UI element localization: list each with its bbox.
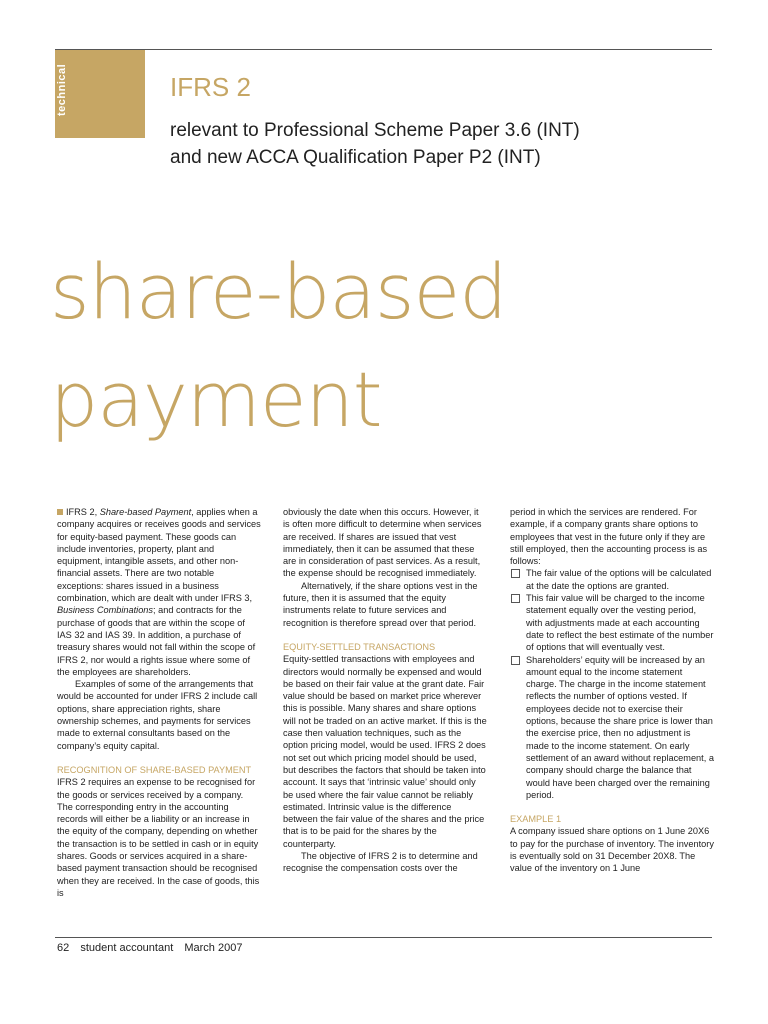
page-number: 62: [57, 942, 70, 954]
relevance-line-1: relevant to Professional Scheme Paper 3.6 (INT): [170, 120, 580, 141]
paragraph: IFRS 2 requires an expense to be recognised for the goods or services received by a company. The corresponding entry in the accounting records will either be a liability or an increase in the equity of the company, depending on whether the transaction is to be settled in cash or in equity shares. Goods or services acquired in a share-based payment transaction should be recognised when they are received. In the case of goods, this is: [57, 777, 260, 898]
body-column-1: [57, 506, 261, 899]
section-heading: RECOGNITION OF SHARE-BASED PAYMENT: [57, 764, 252, 775]
relevance-note: [170, 117, 690, 171]
paragraph: Alternatively, if the share options vest in the future, then it is assumed that the equity instruments relate to future services and recognition is therefore spread over that period.: [283, 580, 478, 628]
paragraph: obviously the date when this occurs. However, it is often more difficult to determine when services are received. If shares are issued that vest immediately, then it can be assumed that these are in consideration of past services. As a result, the expense should be recognised immediately.: [283, 507, 482, 579]
article-title-line-1: share-based: [50, 247, 507, 336]
paragraph: The objective of IFRS 2 is to determine and recognise the compensation costs over the: [283, 851, 478, 874]
article-kicker: IFRS 2: [170, 72, 251, 102]
body-column-2: [283, 506, 487, 875]
paragraph: Examples of some of the arrangements that would be accounted for under IFRS 2 include call options, share appreciation rights, share ownership schemes, and payments for services made to external consultants based on the company’s equity capital.: [57, 679, 258, 751]
article-title-line-2: payment: [50, 355, 382, 444]
relevance-line-2: and new ACCA Qualification Paper P2 (INT): [170, 147, 541, 168]
article-title: [50, 238, 507, 454]
paragraph: Equity-settled transactions with employees and directors would normally be expensed and would be based on their fair value at the grant date. Fair value should be based on market price wherever this is possible. Many shares and share options will not be traded on an active market. If this is the case then valuation techniques, such as the option pricing model, would be used. IFRS 2 does not set out which pricing model should be used, but describes the factors that should be taken into account. It says that ‘intrinsic value’ should only be used where the fair value cannot be reliably estimated. Intrinsic value is the difference between the fair value of the shares and the price that is to be paid for the shares by the counterparty.: [283, 654, 487, 849]
section-tab-label: technical: [56, 63, 68, 116]
publication-name: student accountant: [80, 942, 174, 954]
intro-paragraph: IFRS 2, Share-based Payment, applies when a company acquires or receives goods and services for equity-based payment. These goods can include inventories, property, plant and equipment, intangible assets, and other non-financial assets. There are two notable exceptions: shares issued in a business combination, which are dealt with under IFRS 3, Business Combinations; and contracts for the purchase of goods that are within the scope of IAS 32 and IAS 39. In addition, a purchase of treasury shares would not fall within the scope of IFRS 2, nor would a rights issue where some of the employees are shareholders.: [57, 507, 261, 677]
list-item: The fair value of the options will be calculated at the date the options are granted.: [510, 567, 714, 592]
list-item: This fair value will be charged to the income statement equally over the vesting period, with adjustments made at each accounting date to reflect the best estimate of the number of options that will eventually vest.: [510, 592, 714, 653]
issue-date: March 2007: [184, 942, 243, 954]
paragraph: A company issued share options on 1 June 20X6 to pay for the purchase of inventory. The inventory is eventually sold on 31 December 20X8. The value of the inventory on 1 June: [510, 826, 714, 874]
checkbox-list: [510, 567, 714, 801]
paragraph: period in which the services are rendered. For example, if a company grants share options to employees that vest in the future only if they are still employed, then the accounting process is as follows:: [510, 507, 708, 567]
bottom-rule: [55, 937, 712, 938]
top-rule: [55, 49, 712, 50]
list-item: Shareholders’ equity will be increased by an amount equal to the income statement charge. The charge in the income statement reflects the number of options vested. If employees decide not to exercise their options, because the share price is lower than the exercise price, then no adjustment is made to the income statement. On early settlement of an award without replacement, a company should charge the balance that would have been charged over the remaining period.: [510, 654, 714, 802]
section-heading: EQUITY-SETTLED TRANSACTIONS: [283, 641, 436, 652]
section-heading: EXAMPLE 1: [510, 814, 562, 825]
page-footer: [57, 942, 250, 954]
square-bullet-icon: [57, 509, 63, 515]
body-column-3: [510, 506, 714, 875]
